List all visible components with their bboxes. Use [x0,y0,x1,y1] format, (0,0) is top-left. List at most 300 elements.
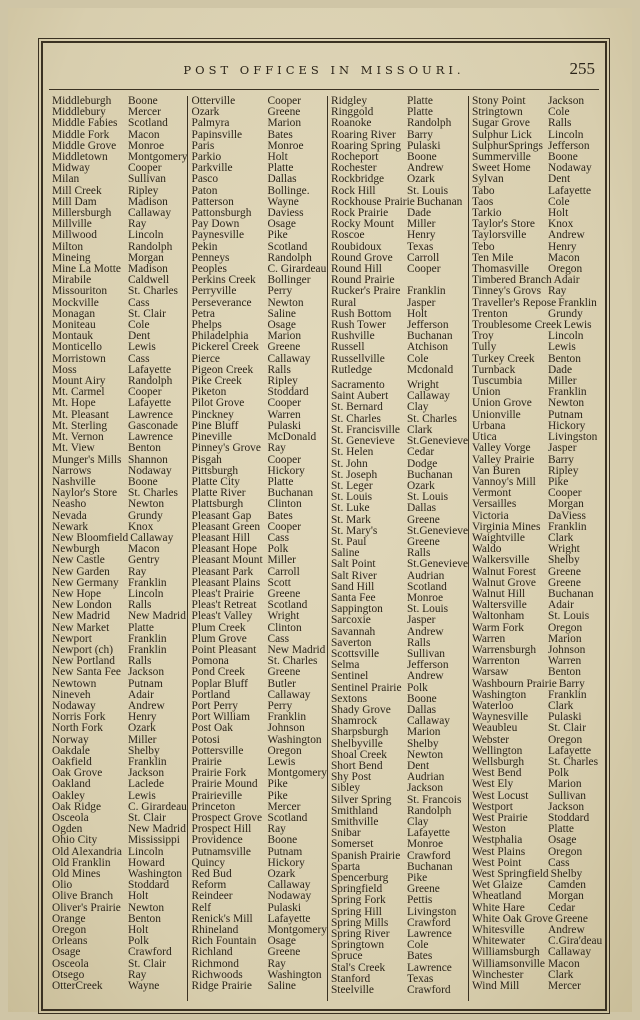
county-name: Miller [128,733,157,746]
county-name: McDonald [267,431,317,444]
post-office-name: Phelps [191,319,222,332]
county-name: St. Clair [128,812,166,824]
post-office-name: Mt. View [52,442,95,455]
county-name: Lewis [128,341,156,354]
post-office-name: Warm Fork [472,621,524,634]
county-name: Cooper [267,520,302,533]
county-name: Greene [406,535,440,548]
post-office-name: New Market [52,621,110,634]
county-name: Perry [267,699,293,712]
county-name: Monroe [406,838,444,851]
post-office-name: Spring Fork [330,894,386,907]
county-name: Callaway [267,879,311,892]
county-name: Newton [406,748,444,761]
county-name: Nodaway [548,162,592,175]
county-name: Osage [267,218,296,231]
post-office-name: Union [472,386,501,399]
post-office-name: Neasho [52,498,87,511]
county-name: Newton [548,397,585,410]
post-office-name: Richmond [191,957,239,970]
county-name: Boone [406,692,437,705]
post-office-name: Waltonham [472,610,525,623]
county-name: Buchanan [416,195,463,208]
list-item [52,342,187,353]
list-item [472,835,602,846]
page-number: 255 [569,59,595,78]
county-name: Clark [548,699,574,712]
list-item [191,611,326,622]
county-name: St.Genevieve [406,435,469,448]
county-name: Jasper [406,296,436,309]
county-name: Gasconade [128,419,178,432]
post-office-name: Selma [330,659,360,672]
county-name: Callaway [130,531,174,544]
county-name: Polk [128,935,149,948]
county-name: DaViess [548,509,586,522]
list-item [472,118,602,129]
post-office-name: Quincy [191,856,226,869]
county-name: Hickory [548,419,586,432]
post-office-name: St. Joseph [330,468,378,481]
post-office-name: Ridge Prairie [191,980,252,993]
county-name: Holt [128,924,149,937]
post-office-name: Turkey Creek [472,352,535,365]
list-item [52,981,187,992]
county-name: Platte [267,162,294,175]
county-name: Polk [548,767,569,780]
county-name: Lafayette [128,397,171,410]
post-office-name: Whitewater [472,935,526,948]
county-name: Stoddard [548,812,590,824]
county-name: Livingston [548,431,598,444]
post-office-name: Vermont [472,487,512,500]
post-office-name: Sibley [330,782,361,795]
county-name: Howard [128,856,165,869]
county-name: Newton [128,498,165,511]
post-office-name: Sappington [330,603,383,616]
county-name: St. Charles [548,755,599,768]
list-item [331,230,468,241]
county-name: Lewis [548,341,576,354]
county-name: Boone [548,151,578,164]
county-name: Washington [267,968,322,981]
post-office-name: Poplar Bluff [191,677,248,690]
list-item [191,555,326,566]
post-office-name: Milan [52,173,80,186]
post-office-name: Sentinel Prairie [330,681,402,694]
county-name: Jasper [548,442,577,455]
post-office-name: Renick's Mill [191,912,253,925]
post-office-name: New Garden [52,565,110,578]
list-item [191,499,326,510]
county-name: Macon [548,957,580,970]
county-name: Crawford [406,916,451,929]
post-office-name: Millwood [52,229,97,242]
county-name: Clay [406,816,429,828]
county-name: Lewis [563,319,592,332]
county-name: Polk [406,681,428,694]
county-name: Franklin [406,285,446,298]
county-name: Osage [548,834,577,847]
post-office-name: Spring Hill [330,905,382,918]
county-name: Crawford [128,946,172,959]
post-office-name: Platte City [191,475,240,488]
county-name: Ozark [406,479,435,492]
county-name: Adair [548,599,574,612]
county-name: Polk [267,543,289,556]
county-name: Pike [267,229,288,242]
county-name: Dade [548,363,573,376]
post-office-name: Middletown [52,151,108,164]
post-office-name: Newport [52,632,92,645]
post-office-name: Saline [330,547,360,560]
county-name: Monroe [406,591,444,604]
post-office-name: Parkville [191,162,233,175]
post-office-name: Middle Fabies [52,117,118,130]
county-name: Sullivan [548,789,586,802]
post-office-name: Ridgley [330,95,368,107]
post-office-name: Mt. Hope [52,397,96,410]
county-name: Ozark [406,173,435,186]
post-office-name: Perseverance [191,296,252,309]
post-office-name: Rich Fountain [191,935,257,948]
post-office-name: Rushville [330,330,375,343]
county-name: Cole [128,319,150,332]
post-office-name: Saverton [330,636,372,649]
county-name: Franklin [267,711,307,724]
county-name: Cooper [128,386,162,399]
post-office-name: Otterville [191,95,236,107]
county-name: Greene [267,666,301,679]
list-item [191,443,326,454]
county-name: Lincoln [128,845,164,858]
post-office-name: Westport [472,800,513,813]
post-office-name: West Point [472,856,522,869]
county-name: Callaway [267,688,311,701]
county-name: St. Charles [406,412,457,425]
county-name: Scotland [128,117,168,130]
post-office-name: Pinckney [191,408,234,421]
post-office-name: Mount Airy [52,375,106,388]
county-name: Sullivan [406,647,445,660]
list-item [472,499,602,510]
post-office-name: Weston [472,823,506,836]
post-office-name: Mt. Pleasant [52,408,109,421]
county-name: Callaway [406,715,450,728]
county-name: Wright [548,543,580,556]
post-office-name: Mineing [52,251,91,264]
list-item [191,947,326,958]
county-name: Texas [406,972,434,985]
post-office-name: Post Oak [191,722,233,735]
county-name: Jackson [128,666,165,679]
post-office-name: Pattonsburgh [191,207,252,220]
county-name: Cooper [548,487,582,500]
county-name: Benton [548,666,581,679]
county-name: Dent [548,173,571,186]
post-office-name: Pickerel Creek [191,341,259,354]
post-office-column [187,96,326,1001]
county-name: Johnson [548,643,586,656]
list-item [472,230,602,241]
post-office-name: White Oak Grove [472,912,553,925]
list-item [331,447,468,458]
post-office-name: Round Prairie [330,274,395,287]
county-name: Andrew [406,162,444,175]
post-office-name: Sacramento [330,379,385,392]
post-office-name: Mirabile [52,274,92,287]
post-office-name: Patterson [191,195,234,208]
county-name: Ray [267,957,286,970]
post-office-name: Perryville [191,285,237,298]
post-office-name: New Germany [52,576,119,589]
list-item [472,981,602,992]
county-name: Warren [267,408,301,421]
county-name: Shelby [128,744,160,757]
county-name: Mercer [267,800,301,813]
post-office-name: Paton [191,184,218,197]
county-name: Bates [267,128,293,141]
post-office-name: St. Louis [330,491,373,504]
county-name: New Madrid [128,823,186,836]
county-name: Shelby [406,737,439,750]
post-office-name: Winchester [472,968,524,981]
post-office-name: Plum Grove [191,632,247,645]
post-office-name: Valley Prairie [472,453,535,466]
county-name: Greene [555,912,588,925]
county-name: Boone [406,151,437,164]
county-name: Greene [267,341,301,354]
post-office-name: Orange [52,912,86,925]
post-office-name: Rock Prairie [330,207,389,220]
county-name: Caldwell [128,274,170,287]
page-frame [41,41,607,1011]
list-item [331,342,468,353]
county-name: C.Gira'deau [548,935,603,948]
county-name: Cass [548,856,570,869]
county-name: Mcdonald [406,363,454,376]
post-office-name: Sextons [330,692,368,705]
post-office-name: New London [52,599,112,612]
county-name: Clinton [267,498,302,511]
county-name: Ripley [128,184,159,197]
post-office-name: Prairie Fork [191,767,247,780]
post-office-column [468,96,602,1001]
post-office-name: Pilot Grove [191,397,245,410]
post-office-name: Sharpsburgh [330,726,389,739]
county-name: Scotland [267,812,308,824]
post-office-name: West Springfield [472,868,549,881]
list-item [191,981,326,992]
post-office-name: Oak Ridge [52,800,102,813]
post-office-name: Vannoy's Mill [472,475,536,488]
county-name: Franklin [128,755,167,768]
county-name: Pulaski [267,901,302,914]
county-name: Platte [267,475,294,488]
county-name: St. Louis [548,610,590,623]
county-name: Saline [267,980,296,993]
list-item [472,611,602,622]
list-item [52,230,187,241]
list-item [52,555,187,566]
county-name: Dodge [406,457,438,470]
post-office-name: Montauk [52,330,94,343]
post-office-name: Middleburgh [52,95,112,107]
county-name: Randolph [406,117,452,130]
list-item [472,443,602,454]
county-name: Miller [406,218,436,231]
post-office-name: Prospect Hill [191,823,252,836]
list-item [52,286,187,297]
county-name: Monroe [128,139,165,152]
county-name: Cass [267,632,290,645]
county-name: Newton [128,901,165,914]
county-name: Clay [406,401,429,414]
county-name: Lewis [128,789,156,802]
post-office-name: Warrensburgh [472,643,537,656]
county-name: Crawford [406,849,451,862]
post-office-name: Middle Fork [52,128,110,141]
post-office-name: Middle Grove [52,139,117,152]
county-name: Cass [128,296,150,309]
post-office-name: West Ely [472,778,514,791]
county-name: Newton [267,296,304,309]
county-name: Henry [128,711,157,724]
county-name: Clark [548,968,574,981]
county-name: Scotland [267,240,308,253]
county-name: Callaway [548,946,592,959]
county-name: Ripley [548,464,579,477]
post-office-name: Utica [472,431,497,444]
county-name: Lincoln [128,587,164,600]
post-office-name: Pleasant Mount [191,554,263,567]
post-office-name: Washbourn Prairie [472,677,557,690]
county-name: Stoddard [267,386,309,399]
post-office-name: Paynesville [191,229,244,242]
county-name: Shelby [548,554,580,567]
post-office-name: Richwoods [191,968,243,981]
county-name: Macon [548,251,580,264]
county-name: Randolph [406,804,452,817]
county-name: Dallas [267,173,297,186]
post-office-name: Moniteau [52,319,96,332]
post-office-name: Pleasant Hill [191,531,251,544]
post-office-name: Shelbyville [330,737,383,750]
county-name: Putnam [267,845,303,858]
post-office-name: Prairie Mound [191,778,258,791]
post-office-name: Wet Glaize [472,879,523,892]
county-name: Madison [128,195,168,208]
county-name: Lafayette [128,363,171,376]
post-office-name: Prairie [191,755,222,768]
county-name: Platte [406,106,433,119]
county-name: Stoddard [128,879,170,892]
post-office-name: St. Paul [330,535,367,548]
county-name: Andrew [128,699,165,712]
post-office-name: Shamrock [330,715,378,728]
county-name: Montgomery [267,767,327,780]
post-office-name: Osceola [52,957,89,970]
post-office-name: Rockhouse Prairie [330,195,415,208]
county-name: St. Louis [406,491,449,504]
post-office-name: Palmyra [191,117,230,130]
post-office-name: Nodaway [52,699,96,712]
list-item [472,286,602,297]
post-office-name: Virginia Mines [472,520,541,533]
post-office-name: Old Mines [52,868,101,881]
county-name: Franklin [548,386,587,399]
post-office-name: Waldo [472,543,502,556]
list-item [52,398,187,409]
list-item [191,835,326,846]
post-office-name: Wellington [472,744,523,757]
post-office-name: Unionville [472,408,521,421]
post-office-name: Rutledge [330,363,373,376]
county-name: Holt [406,307,428,320]
post-office-name: Rucker's Praire [330,285,401,298]
county-name: Marion [267,117,302,130]
county-name: Crawford [406,984,451,997]
county-name: Cooper [267,397,302,410]
county-name: Pulaski [548,711,582,724]
post-office-name: Prospect Grove [191,812,263,824]
post-office-name: Pottersville [191,744,244,757]
county-name: St. Louis [406,603,449,616]
post-office-name: Point Pleasant [191,643,257,656]
county-name: Oregon [548,733,583,746]
county-name: Hickory [267,464,305,477]
county-name: Cooper [406,263,441,276]
county-name: Ray [128,968,147,981]
post-office-name: Perkins Creek [191,274,256,287]
list-item [52,174,187,185]
post-office-name: Warren [472,632,506,645]
county-name: Buchanan [406,468,453,481]
post-office-name: Trenton [472,307,508,320]
post-office-name: West Locust [472,789,529,802]
post-office-name: Red Bud [191,868,232,881]
post-office-name: Morristown [52,352,106,365]
list-item [52,667,187,678]
county-name: Grundy [548,307,583,320]
post-office-name: Pleasant Gap [191,509,252,522]
post-office-name: Papinsville [191,128,243,141]
list-item [331,783,468,794]
list-item [331,727,468,738]
post-office-name: Washington [472,688,527,701]
post-office-columns [49,96,601,1001]
county-name: New Madrid [267,643,326,656]
county-name: Wright [267,610,300,623]
post-office-name: Narrows [52,464,92,477]
book-page [8,8,632,1012]
post-office-name: Osceola [52,812,89,824]
post-office-name: Port William [191,711,250,724]
county-name: Ray [548,285,567,298]
county-name: Barry [406,128,433,141]
county-name: New Madrid [128,610,186,623]
county-name: Clinton [267,621,302,634]
county-name: St. Clair [548,722,586,735]
county-name: C. Girardeau [267,263,327,276]
post-office-name: Waightville [472,531,525,544]
county-name: Lafayette [548,184,592,197]
post-office-name: Pinney's Grove [191,442,261,455]
post-office-name: Spring River [330,928,390,941]
list-item [331,951,468,962]
county-name: Ralls [128,655,152,668]
county-name: Knox [128,520,154,533]
